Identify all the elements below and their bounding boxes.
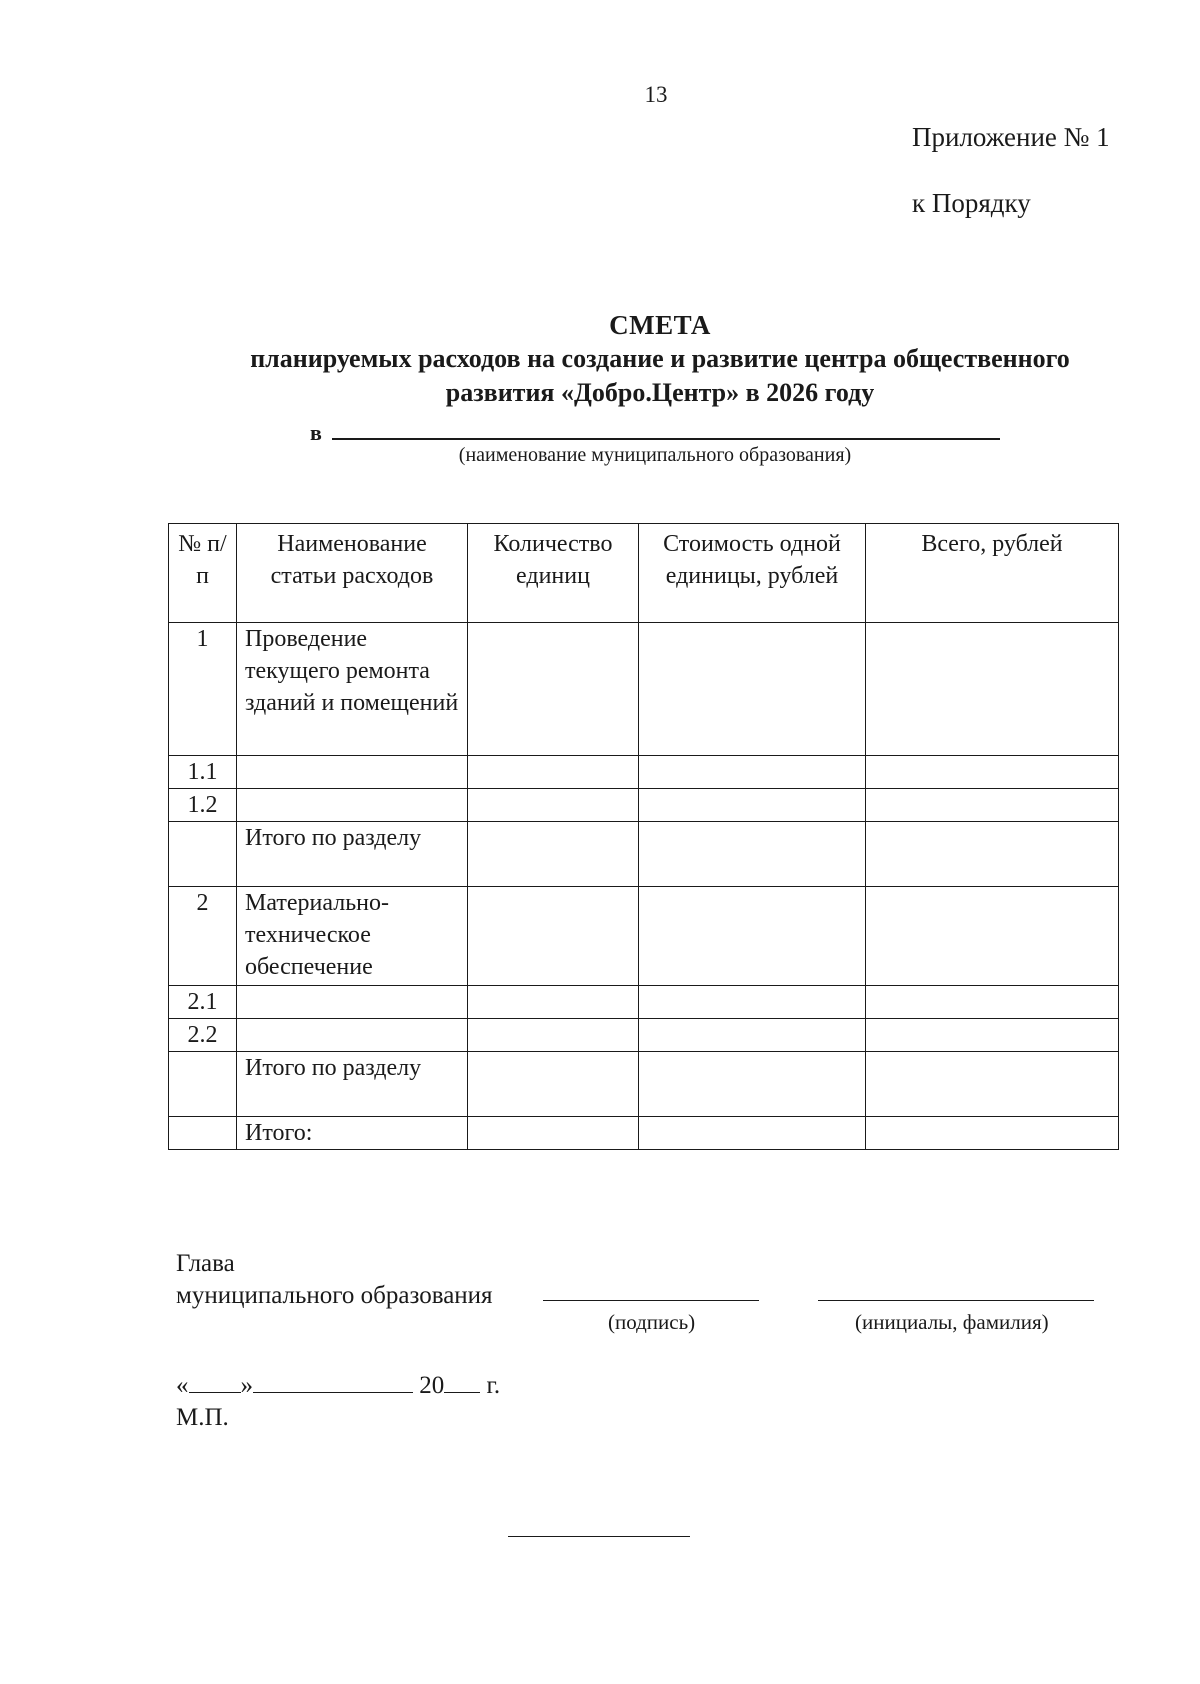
annex-reference: к Порядку bbox=[912, 188, 1031, 218]
row-number bbox=[169, 1052, 237, 1117]
row-number: 1.1 bbox=[169, 756, 237, 789]
page-number: 13 bbox=[644, 82, 668, 107]
row-total bbox=[866, 1019, 1119, 1052]
end-of-document-rule bbox=[508, 1536, 690, 1537]
date-open-quote: « bbox=[176, 1372, 189, 1399]
row-item-name bbox=[237, 756, 468, 789]
header-unit-cost: Стоимость одной единицы, рублей bbox=[639, 524, 866, 623]
row-item-name bbox=[237, 789, 468, 822]
table-row bbox=[169, 986, 1119, 1019]
table-header-row bbox=[169, 524, 1119, 623]
signatory-role-line-1: Глава bbox=[176, 1250, 235, 1277]
title-line-2: развития «Добро.Центр» в 2026 году bbox=[445, 378, 875, 407]
municipality-blank-line bbox=[332, 438, 1000, 440]
table-row bbox=[169, 756, 1119, 789]
municipality-caption: (наименование муниципального образования) bbox=[458, 444, 852, 466]
title-line-1: планируемых расходов на создание и развитие центра общественного bbox=[250, 344, 1070, 373]
table-row bbox=[169, 1052, 1119, 1117]
row-total bbox=[866, 986, 1119, 1019]
row-unit-cost bbox=[639, 623, 866, 756]
table-row bbox=[169, 1019, 1119, 1052]
row-unit-cost bbox=[639, 822, 866, 887]
header-quantity: Количество единиц bbox=[468, 524, 639, 623]
row-total bbox=[866, 887, 1119, 986]
row-item-name: Итого по разделу bbox=[237, 822, 468, 887]
name-caption: (инициалы, фамилия) bbox=[855, 1310, 1049, 1334]
year-prefix: 20 bbox=[419, 1372, 445, 1399]
row-item-name: Итого по разделу bbox=[237, 1052, 468, 1117]
row-unit-cost bbox=[639, 986, 866, 1019]
row-item-name bbox=[237, 986, 468, 1019]
date-close-quote: » bbox=[240, 1372, 253, 1399]
row-total bbox=[866, 623, 1119, 756]
row-unit-cost bbox=[639, 1117, 866, 1150]
row-number bbox=[169, 1117, 237, 1150]
row-number bbox=[169, 822, 237, 887]
row-number: 2 bbox=[169, 887, 237, 986]
row-unit-cost bbox=[639, 756, 866, 789]
table-row bbox=[169, 887, 1119, 986]
row-quantity bbox=[468, 756, 639, 789]
row-quantity bbox=[468, 887, 639, 986]
signature-caption: (подпись) bbox=[608, 1310, 696, 1334]
row-quantity bbox=[468, 623, 639, 756]
row-item-name: Проведение текущего ремонта зданий и помещений bbox=[237, 623, 468, 756]
day-blank bbox=[189, 1370, 241, 1393]
year-blank bbox=[444, 1370, 480, 1393]
header-total: Всего, рублей bbox=[866, 524, 1119, 623]
row-total bbox=[866, 1052, 1119, 1117]
row-item-name: Итого: bbox=[237, 1117, 468, 1150]
table-row bbox=[169, 822, 1119, 887]
month-blank bbox=[253, 1370, 413, 1393]
row-item-name: Материально-техническое обеспечение bbox=[237, 887, 468, 986]
header-number: № п/п bbox=[169, 524, 237, 623]
annex-title: Приложение № 1 bbox=[912, 122, 1110, 152]
name-blank-line bbox=[818, 1300, 1094, 1301]
row-item-name bbox=[237, 1019, 468, 1052]
row-quantity bbox=[468, 822, 639, 887]
signatory-block bbox=[176, 1248, 493, 1312]
row-unit-cost bbox=[639, 789, 866, 822]
stamp-place: М.П. bbox=[176, 1404, 229, 1431]
row-number: 2.2 bbox=[169, 1019, 237, 1052]
row-quantity bbox=[468, 789, 639, 822]
row-total bbox=[866, 822, 1119, 887]
row-quantity bbox=[468, 1117, 639, 1150]
row-number: 2.1 bbox=[169, 986, 237, 1019]
row-number: 1.2 bbox=[169, 789, 237, 822]
row-total bbox=[866, 756, 1119, 789]
row-unit-cost bbox=[639, 1019, 866, 1052]
table-row bbox=[169, 789, 1119, 822]
signatory-role-line-2: муниципального образования bbox=[176, 1282, 493, 1309]
date-line bbox=[176, 1370, 500, 1402]
estimate-table bbox=[168, 523, 1119, 1150]
row-unit-cost bbox=[639, 887, 866, 986]
header-item-name: Наименование статьи расходов bbox=[237, 524, 468, 623]
row-quantity bbox=[468, 986, 639, 1019]
row-quantity bbox=[468, 1019, 639, 1052]
table-row bbox=[169, 623, 1119, 756]
year-suffix: г. bbox=[486, 1372, 501, 1399]
municipality-prefix: в bbox=[310, 420, 322, 445]
document-title bbox=[120, 308, 1200, 410]
row-quantity bbox=[468, 1052, 639, 1117]
row-total bbox=[866, 1117, 1119, 1150]
signature-blank-line bbox=[543, 1300, 759, 1301]
row-number: 1 bbox=[169, 623, 237, 756]
title-main: СМЕТА bbox=[609, 310, 711, 340]
table-row bbox=[169, 1117, 1119, 1150]
row-total bbox=[866, 789, 1119, 822]
row-unit-cost bbox=[639, 1052, 866, 1117]
